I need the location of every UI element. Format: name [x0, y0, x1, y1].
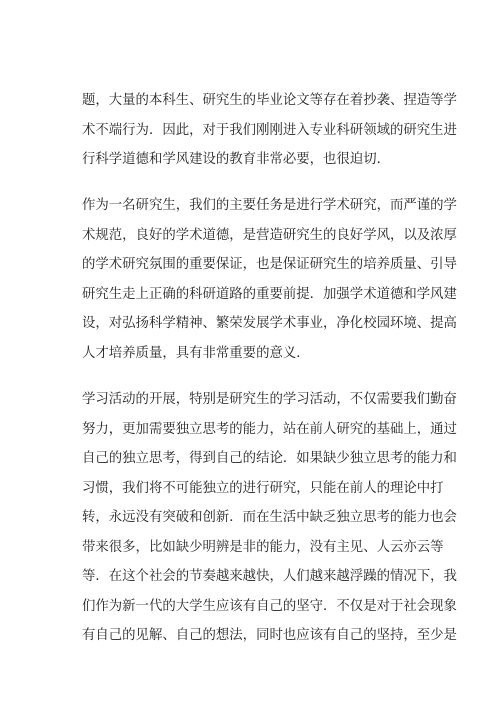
- text-line: 行科学道德和学风建设的教育非常必要，也很迫切．: [82, 152, 390, 167]
- text-line: 术不端行为．因此，对于我们刚刚进入专业科研领域的研究生进: [82, 122, 457, 138]
- paragraph-1: [82, 86, 457, 175]
- text-line: 自己的独立思考，得到自己的结论．如果缺少独立思考的能力和: [82, 451, 457, 466]
- text-line: 努力，更加需要独立思考的能力，站在前人研究的基础上，通过: [82, 421, 457, 437]
- paragraph-2: [82, 191, 457, 368]
- text-line: 有自己的见解、自己的想法，同时也应该有自己的坚持，至少是: [82, 628, 457, 643]
- text-line: 的学术研究氛围的重要保证，也是保证研究生的培养质量、引导: [82, 257, 457, 272]
- text-line: 作为一名研究生，我们的主要任务是进行学术研究，而严谨的学: [82, 198, 457, 213]
- text-line: 研究生走上正确的科研道路的重要前提．加强学术道德和学风建: [82, 286, 457, 302]
- text-line: 习惯，我们将不可能独立的进行研究，只能在前人的理论中打: [82, 480, 444, 496]
- text-line: 等．在这个社会的节奏越来越快，人们越来越浮躁的情况下，我: [82, 569, 457, 584]
- text-line: 题，大量的本科生、研究生的毕业论文等存在着抄袭、捏造等学: [82, 93, 457, 108]
- text-line: 带来很多，比如缺少明辨是非的能力，没有主见、人云亦云等: [82, 539, 444, 555]
- paragraph-3: [82, 385, 457, 651]
- text-line: 学习活动的开展，特别是研究生的学习活动，不仅需要我们勤奋: [82, 392, 457, 407]
- text-line: 转，永远没有突破和创新．而在生活中缺乏独立思考的能力也会: [82, 510, 457, 525]
- text-line: 人才培养质量，具有非常重要的意义．: [82, 345, 310, 361]
- text-line: 术规范，良好的学术道德，是营造研究生的良好学风，以及浓厚: [82, 227, 457, 243]
- text-line: 们作为新一代的大学生应该有自己的坚守．不仅是对于社会现象: [82, 598, 457, 614]
- text-line: 设，对弘扬科学精神、繁荣发展学术事业，净化校园环境、提高: [82, 316, 457, 331]
